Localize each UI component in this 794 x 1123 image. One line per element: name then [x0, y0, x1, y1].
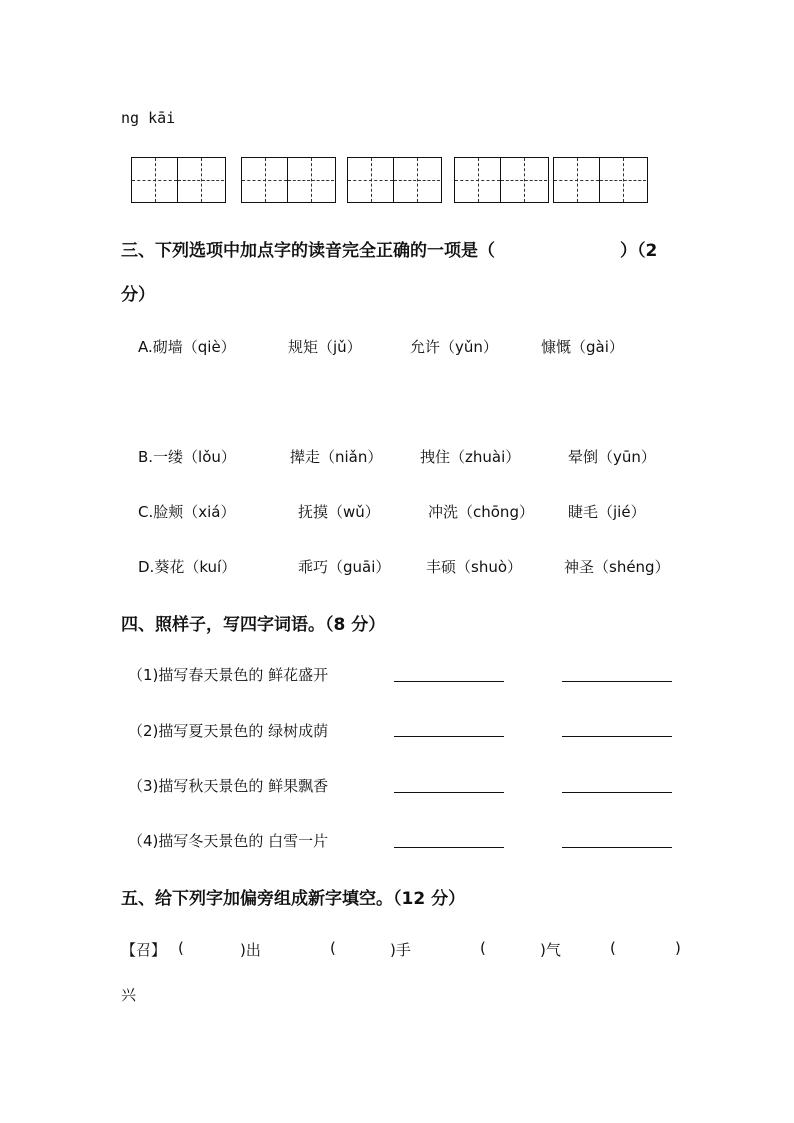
option-a-item: 慷慨（gài） [541, 338, 624, 356]
grid-cell [394, 158, 440, 202]
grid-cell [132, 158, 178, 202]
grid-cell [600, 158, 646, 202]
option-a-label[interactable]: A.砌墙（qiè） [138, 338, 236, 356]
radical-bracket: 【召】 [121, 941, 167, 959]
blank-paren[interactable]: ( [178, 939, 184, 957]
blank-tail: 兴 [121, 986, 137, 1004]
blank-paren: )气 [540, 941, 561, 959]
writing-grid-1[interactable] [131, 157, 226, 203]
writing-grid-4[interactable] [454, 157, 549, 203]
option-d-label[interactable]: D.葵花（kuí） [138, 558, 237, 576]
option-b-item: 拽住（zhuài） [420, 448, 521, 466]
grid-cell [554, 158, 600, 202]
writing-grid-2[interactable] [241, 157, 336, 203]
grid-cell [288, 158, 334, 202]
writing-grid-3[interactable] [347, 157, 442, 203]
grid-cell [348, 158, 394, 202]
section3-title: 三、下列选项中加点字的读音完全正确的一项是（ [121, 241, 495, 261]
answer-blank[interactable] [394, 778, 504, 797]
writing-grid-5[interactable] [553, 157, 648, 203]
blank-paren[interactable]: ( [330, 939, 336, 957]
word-prompt: （2)描写夏天景色的 绿树成荫 [128, 722, 329, 740]
option-a-item: 规矩（jǔ） [288, 338, 362, 356]
blank-paren[interactable]: ( [480, 939, 486, 957]
option-b-item: 撵走（niǎn） [290, 448, 383, 466]
option-b-label[interactable]: B.一缕（lǒu） [138, 448, 236, 466]
blank-paren[interactable]: ( [610, 939, 616, 957]
option-d-item: 神圣（shéng） [564, 558, 670, 576]
answer-blank[interactable] [562, 778, 672, 797]
blank-paren: )出 [240, 941, 261, 959]
answer-blank[interactable] [394, 833, 504, 852]
option-c-label[interactable]: C.脸颊（xiá） [138, 503, 236, 521]
blank-paren: ) [675, 939, 681, 957]
answer-blank[interactable] [562, 722, 672, 741]
section5-title: 五、给下列字加偏旁组成新字填空。（12 分） [121, 889, 466, 909]
answer-blank[interactable] [562, 833, 672, 852]
option-b-item: 晕倒（yūn） [568, 448, 656, 466]
word-prompt: （4)描写冬天景色的 白雪一片 [128, 832, 329, 850]
grid-cell [242, 158, 288, 202]
word-prompt: （3)描写秋天景色的 鲜果飘香 [128, 777, 329, 795]
option-a-item: 允许（yǔn） [410, 338, 498, 356]
section3-paren-close: ）（2 [620, 241, 658, 261]
grid-cell [178, 158, 224, 202]
grid-cell [501, 158, 547, 202]
answer-blank[interactable] [394, 722, 504, 741]
answer-blank[interactable] [394, 667, 504, 686]
option-c-item: 冲洗（chōng） [428, 503, 534, 521]
word-prompt: （1)描写春天景色的 鲜花盛开 [128, 666, 329, 684]
option-d-item: 乖巧（guāi） [298, 558, 391, 576]
answer-blank[interactable] [562, 667, 672, 686]
section3-score: 分） [121, 285, 155, 305]
option-d-item: 丰硕（shuò） [426, 558, 523, 576]
section4-title: 四、照样子，写四字词语。（8 分） [121, 615, 386, 635]
grid-cell [455, 158, 501, 202]
option-c-item: 睫毛（jié） [568, 503, 646, 521]
option-c-item: 抚摸（wǔ） [298, 503, 380, 521]
pinyin-line: ng kāi [121, 109, 176, 127]
blank-paren: )手 [390, 941, 411, 959]
